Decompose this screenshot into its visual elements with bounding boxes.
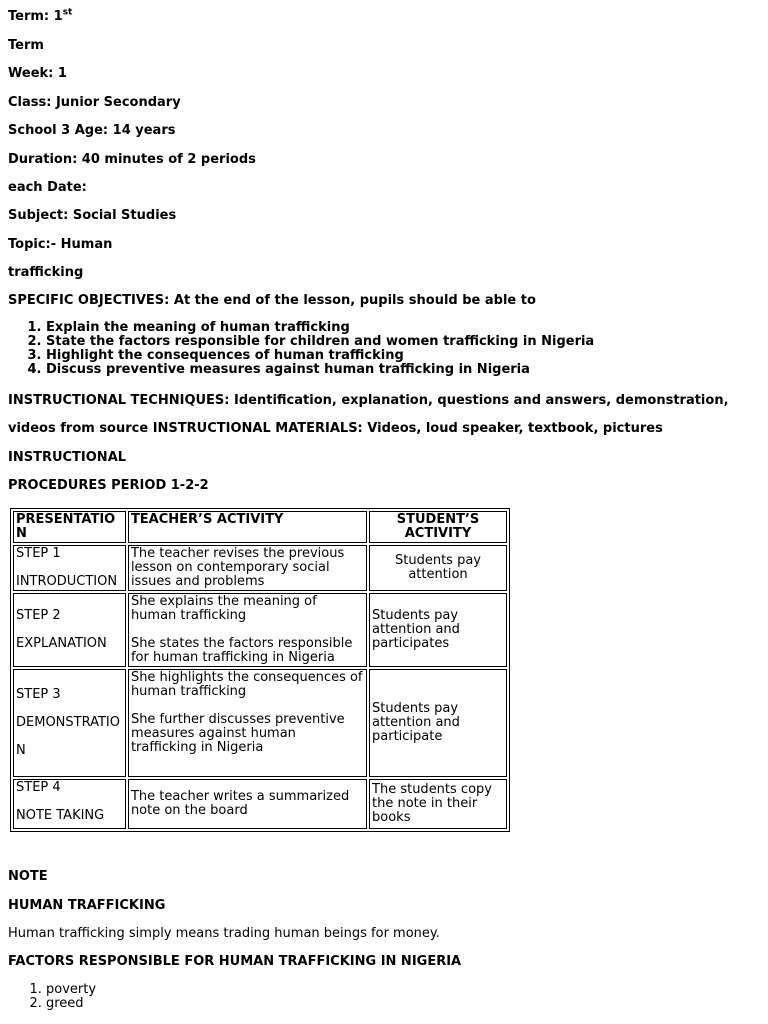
procedure-table xyxy=(10,508,510,832)
stage-label: NOTE TAKING xyxy=(16,808,105,823)
step-label: STEP 3 xyxy=(16,687,61,702)
step-cell xyxy=(13,779,126,829)
objectives-list xyxy=(8,321,594,377)
student-activity-cell: Students pay attention and participate xyxy=(369,669,507,777)
teacher-activity-cell xyxy=(128,669,367,777)
class-line: Class: Junior Secondary xyxy=(8,95,181,110)
header-presentation: PRESENTATIO N xyxy=(13,511,126,543)
date-line: each Date: xyxy=(8,180,87,195)
objective-item: 2. State the factors responsible for children and women trafficking in Nigeria xyxy=(46,335,594,349)
teacher-activity-text: She further discusses preventive measures against human trafficking in Nigeria xyxy=(130,712,345,755)
teacher-activity-cell: The teacher writes a summarized note on the board xyxy=(128,779,367,829)
instructional-techniques: INSTRUCTIONAL TECHNIQUES: Identification, explanation, questions and answers, demonstration, xyxy=(8,393,729,408)
stage-label: EXPLANATION xyxy=(16,636,107,651)
topic-line: Topic:- Human xyxy=(8,237,113,252)
table-row xyxy=(13,545,507,591)
factors-heading: FACTORS RESPONSIBLE FOR HUMAN TRAFFICKING IN NIGERIA xyxy=(8,954,462,969)
subject-line: Subject: Social Studies xyxy=(8,208,177,223)
instructional-label: INSTRUCTIONAL xyxy=(8,450,127,465)
note-heading: NOTE xyxy=(8,869,48,884)
procedures-label: PROCEDURES PERIOD 1-2-2 xyxy=(8,478,209,493)
teacher-activity-text: She states the factors responsible for human trafficking in Nigeria xyxy=(130,636,353,665)
week-line: Week: 1 xyxy=(8,66,67,81)
factor-item: 2. greed xyxy=(46,997,96,1011)
step-label: STEP 2 xyxy=(16,608,61,623)
stage-label: INTRODUCTION xyxy=(16,574,118,589)
term-superscript: st xyxy=(62,7,73,18)
objective-item: 4. Discuss preventive measures against human trafficking in Nigeria xyxy=(46,363,594,377)
teacher-activity-cell: The teacher revises the previous lesson on contemporary social issues and problems xyxy=(128,545,367,591)
step-cell xyxy=(13,669,126,777)
objective-item: 3. Highlight the consequences of human trafficking xyxy=(46,349,594,363)
step-label: STEP 1 xyxy=(16,546,61,561)
note-definition: Human trafficking simply means trading human beings for money. xyxy=(8,926,440,941)
objective-item: 1. Explain the meaning of human trafficking xyxy=(46,321,594,335)
topic-continuation: trafficking xyxy=(8,265,84,280)
teacher-activity-cell xyxy=(128,593,367,667)
header-teacher-activity: TEACHER’S ACTIVITY xyxy=(128,511,367,543)
student-activity-cell: Students pay attention and participates xyxy=(369,593,507,667)
school-age-line: School 3 Age: 14 years xyxy=(8,123,176,138)
step-label: STEP 4 xyxy=(16,780,61,795)
teacher-activity-text: She highlights the consequences of human trafficking xyxy=(130,670,363,699)
student-activity-cell: The students copy the note in their books xyxy=(369,779,507,829)
note-title: HUMAN TRAFFICKING xyxy=(8,898,166,913)
table-row xyxy=(13,593,507,667)
teacher-activity-text: She explains the meaning of human trafficking xyxy=(130,594,317,623)
table-row xyxy=(13,779,507,829)
header-student-activity: STUDENT’S ACTIVITY xyxy=(369,511,507,543)
student-activity-cell: Students pay attention xyxy=(369,545,507,591)
table-row xyxy=(13,669,507,777)
stage-label: DEMONSTRATIO xyxy=(16,715,120,730)
step-cell xyxy=(13,545,126,591)
objectives-heading: SPECIFIC OBJECTIVES: At the end of the lesson, pupils should be able to xyxy=(8,293,536,308)
term-label: Term: 1 xyxy=(8,9,63,24)
term-word: Term xyxy=(8,38,44,53)
duration-line: Duration: 40 minutes of 2 periods xyxy=(8,152,256,167)
stage-label-continuation: N xyxy=(16,743,26,758)
step-cell xyxy=(13,593,126,667)
factors-list xyxy=(8,983,96,1011)
table-header-row xyxy=(13,511,507,543)
factor-item: 1. poverty xyxy=(46,983,96,997)
term-line xyxy=(8,9,72,25)
instructional-materials: videos from source INSTRUCTIONAL MATERIALS: Videos, loud speaker, textbook, pictures xyxy=(8,421,663,436)
